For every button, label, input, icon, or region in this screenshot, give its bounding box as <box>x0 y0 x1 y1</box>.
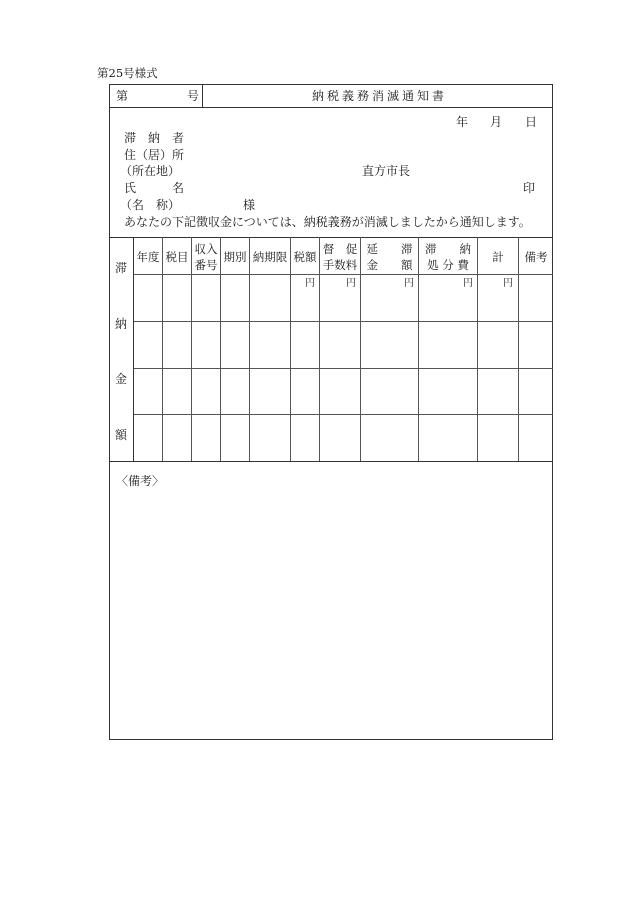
seal-mark: 印 <box>523 181 536 195</box>
yen-unit: 円 <box>346 278 356 289</box>
date-year: 年 <box>456 115 469 129</box>
date-day: 日 <box>525 115 538 129</box>
table-column-line <box>249 237 250 461</box>
mayor-title: 直方市長 <box>362 164 411 178</box>
number-suffix: 号 <box>187 89 200 103</box>
table-bottom-border <box>109 461 553 462</box>
yen-unit: 円 <box>463 278 473 289</box>
col-header-tax-item: 税目 <box>165 250 189 264</box>
header-divider <box>109 107 553 108</box>
number-prefix: 第 <box>116 89 129 103</box>
yen-unit: 円 <box>404 278 414 289</box>
notice-text: あなたの下記徴収金については、納税義務が消滅しましたから通知します。 <box>124 215 531 229</box>
document-title: 納税義務消滅通知書 <box>312 89 448 103</box>
col-header-receipt-number: 収入 <box>194 242 218 256</box>
honorific: 様 <box>243 198 256 212</box>
form-number-label: 第25号様式 <box>97 66 158 80</box>
col-header-fiscal-year: 年度 <box>136 250 160 264</box>
table-column-line <box>162 237 163 461</box>
col-header-receipt-number: 番号 <box>194 258 218 272</box>
name-label: 氏 名 <box>124 181 185 195</box>
side-label-char: 滞 <box>115 261 128 275</box>
col-header-late-charge: 延 滞 <box>366 242 413 256</box>
side-label-char: 額 <box>115 428 128 442</box>
table-row-divider <box>133 414 553 415</box>
col-header-term: 期別 <box>223 250 247 264</box>
org-name-label: （名 称） <box>120 198 181 212</box>
side-label-char: 納 <box>115 317 128 331</box>
table-column-line <box>133 237 134 461</box>
yen-unit: 円 <box>305 278 315 289</box>
col-header-demand-fee: 手数料 <box>322 258 358 272</box>
col-header-tax-amount: 税額 <box>293 250 317 264</box>
col-header-disposition-cost: 滞 納 <box>425 242 471 256</box>
table-top-border <box>109 237 553 238</box>
header-separator <box>202 84 203 107</box>
table-column-line <box>477 237 478 461</box>
delinquent-label: 滞 納 者 <box>124 131 185 145</box>
side-label-char: 金 <box>115 372 128 386</box>
table-column-line <box>220 237 221 461</box>
table-row-divider <box>133 368 553 369</box>
table-row-divider <box>133 321 553 322</box>
col-header-remarks: 備考 <box>524 250 548 264</box>
col-header-total: 計 <box>492 250 504 264</box>
location-label: （所在地） <box>120 164 181 178</box>
yen-unit: 円 <box>503 278 513 289</box>
remarks-label: 〈備考〉 <box>116 474 165 488</box>
address-label: 住（居）所 <box>124 148 185 162</box>
table-column-line <box>290 237 291 461</box>
col-header-late-charge: 金 額 <box>366 258 413 272</box>
table-header-divider <box>133 274 553 275</box>
col-header-demand-fee: 督 促 <box>322 242 358 256</box>
col-header-due-date: 納期限 <box>252 250 288 264</box>
table-column-line <box>518 237 519 461</box>
col-header-disposition-cost: 処 分 費 <box>427 258 469 272</box>
date-month: 月 <box>490 115 503 129</box>
